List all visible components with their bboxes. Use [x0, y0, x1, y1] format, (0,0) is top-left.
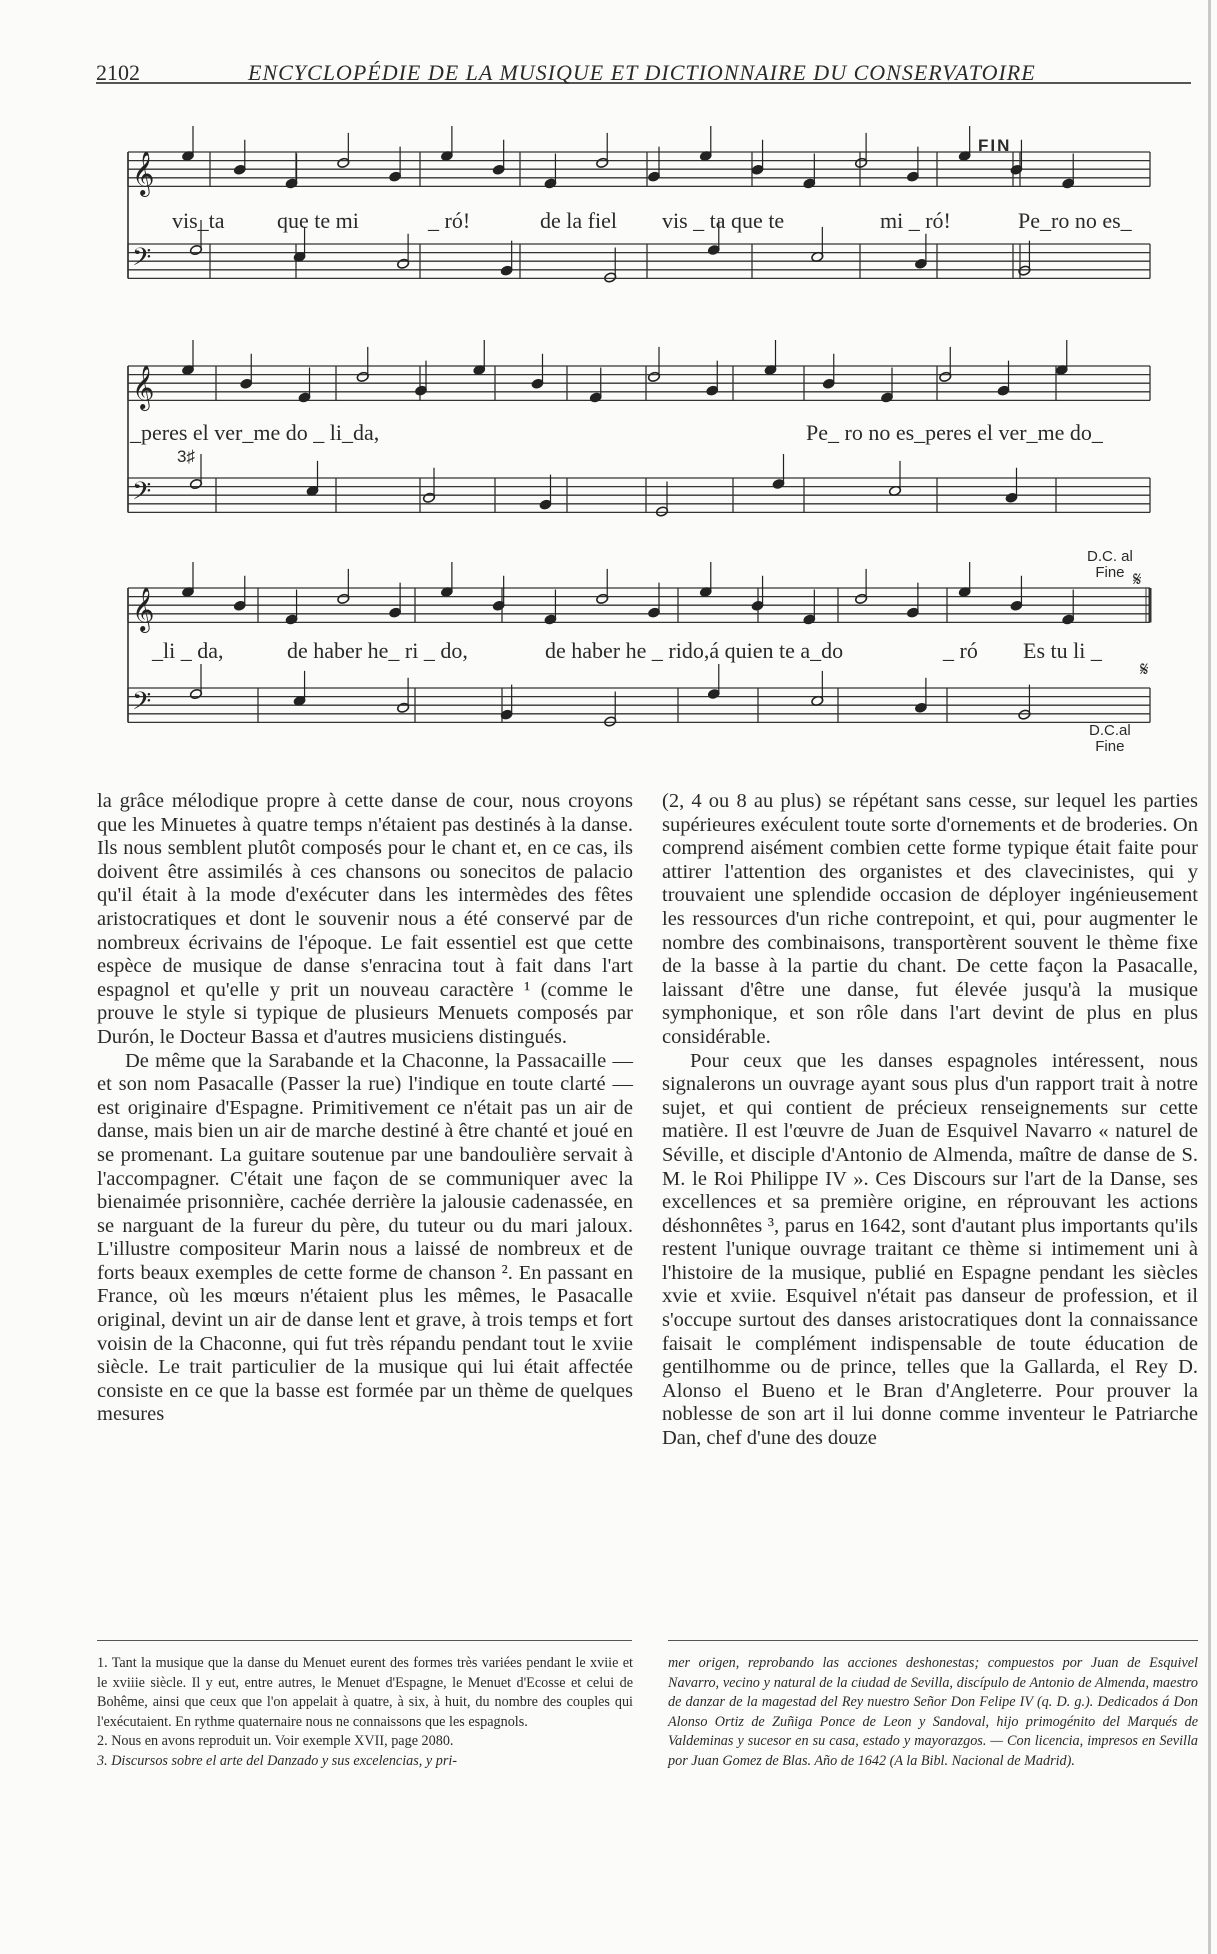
lyric-syllable: mi _ ró!: [880, 208, 951, 233]
fin-mark: FIN: [978, 136, 1012, 155]
lyric-syllable: vis _ ta que te: [662, 208, 785, 233]
footnote-1: 1. Tant la musique que la danse du Menuet eurent des formes très variées pendant le xviie et le xviiie siècle. Il y eut, entre autres, le Menuet d'Espagne, le Menuet d'Ecosse et celui de Bohême, ainsi que ceux que l'on appelait à quatre, à six, à huit, du nombre des couples qui l'exécutaient. En rythme quaternaire nous ne connaissons que les espagnols.: [97, 1655, 633, 1730]
dc-bass-line2: Fine: [1095, 738, 1125, 755]
footnote-rule-left: [97, 1640, 632, 1641]
paragraph: De même que la Sarabande et la Chaconne, la Passacaille — et son nom Pasacalle (Passer la rue) l'indique en toute clarté — est originaire d'Espagne. Primitivement ce n'était pas un air de danse, mais bien un air de marche destiné à être chanté et joué en se promenant. La guitare soutenue par une bandoulière servait à l'accompagner. C'était une façon de se communiquer avec la bienaimée prisonnière, cachée derrière la jalousie cadenassée, en se narguant de la fureur du père, du tuteur ou du mari jaloux. L'illustre compositeur Marin nous a laissé de nombreux et de forts beaux exemples de cette forme de chanson ². En passant en France, où les mœurs n'étaient plus les mêmes, le Pasacalle original, devint un air de danse lent et grave, à trois temps et fort voisin de la Chaconne, qui fut très répandu pendant tout le xviie siècle. Le trait particulier de la musique qui lui était affectée consiste en ce que la basse est formée par un thème de quelques mesures: [97, 1049, 633, 1426]
clef-icon: 𝄞: [132, 587, 155, 631]
clef-icon: 𝄢: [132, 477, 152, 512]
dc-line1: D.C. al: [1087, 548, 1133, 565]
paragraph: la grâce mélodique propre à cette danse de cour, nous croyons que les Minuetes à quatre temps n'étaient pas destinés à la danse. Ils nous semblent plutôt composés pour le chant et, en ce cas, ils doivent être assimilés à ces chansons ou sonecitos de palacio qu'il était à la mode d'exécuter dans les intermèdes des fêtes aristocratiques et dont le souvenir nous a été conservé par de nombreux écrivains de l'époque. Le fait essentiel est que cette espèce de musique de danse s'enracina tout à fait dans l'art espagnol et qu'elle y prit un nouveau caractère ¹ (comme le prouve le style si typique de plusieurs Menuets composés par Durón, le Docteur Bassa et d'autres musiciens distingués.: [97, 790, 633, 1048]
lyric-syllable: vis_ta: [172, 208, 225, 233]
dc-line2: Fine: [1095, 564, 1125, 581]
lyric-syllable: _ ró: [943, 638, 978, 663]
lyric-syllable: Pe_ro no es_: [1018, 208, 1132, 233]
page-number: 2102: [96, 60, 140, 85]
footnotes-right: [668, 1654, 1198, 1771]
dc-al-fine-top: [1087, 549, 1133, 581]
footnote-3: 3. Discursos sobre el arte del Danzado y sus excelencias, y pri-: [97, 1752, 458, 1769]
clef-icon: 𝄞: [132, 151, 155, 195]
lyric-syllable: de la fiel: [540, 208, 617, 233]
footnote-3-continued: mer origen, reprobando las acciones deshonestas; compuestos por Juan de Esquivel Navarro, vecino y natural de la ciudad de Sevilla, discípulo de Antonio de Almenda, maestro de danzar de la magestad del Rey nuestro Señor Don Felipe IV (q. D. g.). Dedicados á Don Alonso Ortiz de Zuñiga Ponce de Leon y Sandoval, hijo primogénito del Marqués de Valdeminas y sucesor en su casa, estado y mayorazgos. — Con licencia, impresos en Sevilla por Juan Gomez de Blas. Año de 1642 (A la Bibl. Nacional de Madrid).: [668, 1655, 1198, 1769]
footnote-rule-right: [668, 1640, 1198, 1641]
segno-treble: 𝄋: [1133, 569, 1142, 591]
footnote-2: 2. Nous en avons reproduit un. Voir exemple XVII, page 2080.: [97, 1733, 454, 1749]
right-column: [662, 790, 1198, 1451]
clef-icon: 𝄢: [132, 687, 152, 722]
left-column: [97, 790, 633, 1427]
figured-bass-mark: 3♯: [177, 447, 195, 466]
lyric-syllable: _li _ da,: [152, 638, 224, 663]
lyric-syllable: _ ró!: [428, 208, 471, 233]
clef-icon: 𝄢: [132, 243, 152, 278]
running-title: ENCYCLOPÉDIE DE LA MUSIQUE ET DICTIONNAIRE DU CONSERVATOIRE: [248, 60, 1036, 85]
segno-bass: 𝄋: [1140, 659, 1149, 681]
lyric-syllable: de haber he_ ri _ do,: [287, 638, 468, 663]
lyric-syllable: que te mi: [277, 208, 359, 233]
paragraph: Pour ceux que les danses espagnoles intéressent, nous signalerons un ouvrage ayant sous plus d'un rapport trait à notre sujet, et qui contient de précieux renseignements sur cette matière. Il est l'œuvre de Juan de Esquivel Navarro « naturel de Séville, et disciple d'Antonio de Almenda, maître de danse de S. M. le Roi Philippe IV ». Ces Discours sur l'art de la Danse, ses excellences et sa première origine, en réprouvant les actions déshonnêtes ³, parus en 1642, sont d'autant plus importants qu'ils restent l'unique ouvrage traitant ce thème si intimement uni à l'histoire de la musique, publié en Espagne pendant les siècles xvie et xviie. Esquivel n'était pas danseur de profession, et il s'occupe surtout des danses aristocratiques dont la connaissance faisait le complément indispensable de toute éducation de gentilhomme ou de prince, telles que la Gallarda, el Rey D. Alonso el Bueno et le Bran d'Angleterre. Pour prouver la noblesse de son art il lui donne comme inventeur le Patriarche Dan, chef d'une des douze: [662, 1049, 1198, 1450]
dc-bass-line1: D.C.al: [1089, 722, 1131, 739]
lyric-syllable: de haber he _ rido,á quien te a_do: [545, 638, 844, 663]
dc-al-fine-bottom: [1089, 723, 1131, 755]
clef-icon: 𝄞: [132, 365, 155, 409]
lyric-syllable: Es tu li _: [1023, 638, 1102, 663]
lyric-syllable: _peres el ver_me do _ li_da,: [130, 420, 380, 445]
footnotes-left: [97, 1654, 633, 1771]
paragraph: (2, 4 ou 8 au plus) se répétant sans cesse, sur lequel les parties supérieures exéculent toute sorte d'ornements et de broderies. On comprend aisément combien cette forme typique était faite pour attirer l'attention des organistes et des clavecinistes, qui y trouvaient une splendide occasion de déployer ingénieusement les ressources d'un riche contrepoint, et qui, pour augmenter le nombre des combinaisons, transportèrent souvent le thème fixe de la basse à la partie du chant. De cette façon la Pasacalle, laissant d'être une danse, fut élevée jusqu'à la musique symphonique, et son rôle dans l'art devint de plus en plus considérable.: [662, 790, 1198, 1048]
lyric-syllable: Pe_ ro no es_peres el ver_me do_: [806, 420, 1103, 445]
